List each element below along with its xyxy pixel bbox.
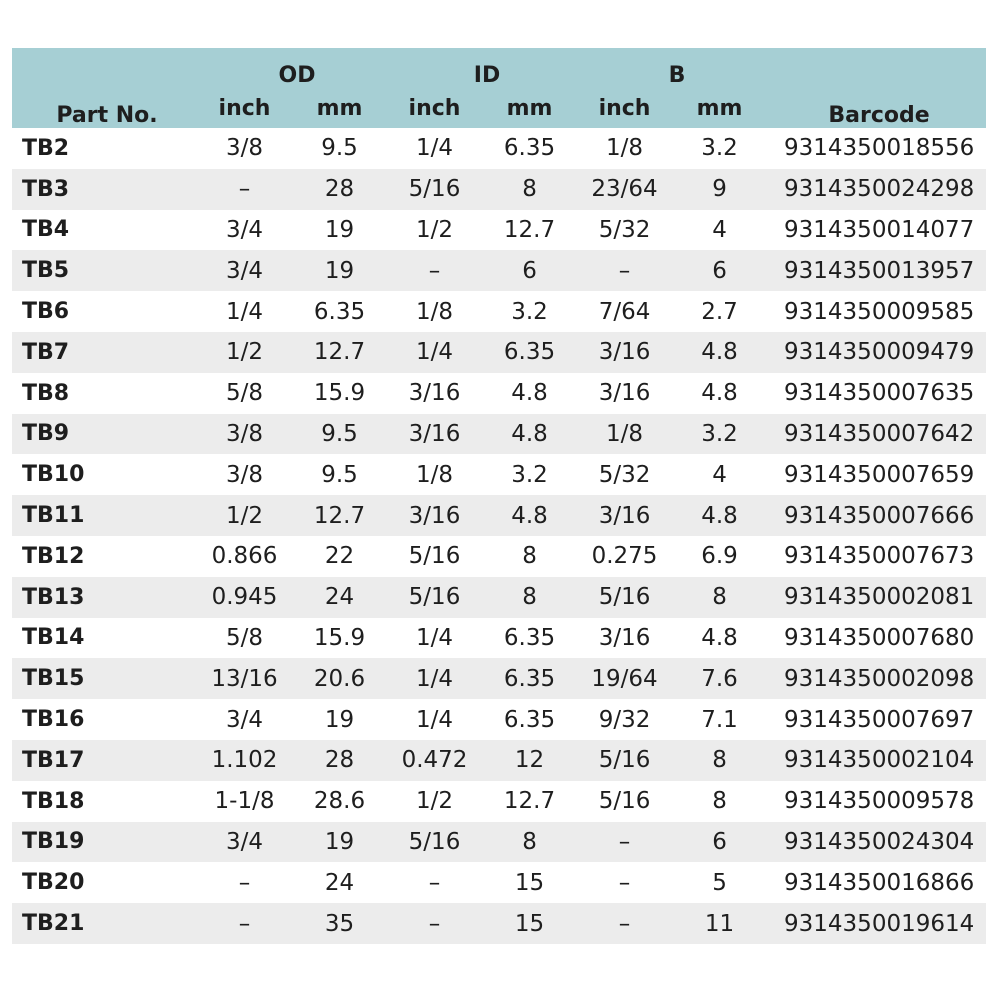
cell-od-mm: 9.5 [321,135,358,162]
table-row [12,291,986,332]
cell-id-mm: 4.8 [511,502,548,529]
cell-part-no: TB6 [22,299,70,325]
cell-id-mm: 8 [522,584,537,611]
table-row [12,903,986,944]
cell-id-mm: 6.35 [503,665,556,692]
cell-b-mm: 4.8 [701,624,738,651]
cell-b-inch: 1/8 [606,420,644,447]
cell-b-inch: 3/16 [598,624,651,651]
table-header [12,48,986,128]
cell-barcode: 9314350002081 [784,584,975,611]
cell-id-mm: 4.8 [511,380,548,407]
cell-od-mm: 28 [324,747,355,774]
cell-part-no: TB10 [22,462,85,488]
cell-od-inch: 3/4 [225,216,263,243]
cell-od-mm: 24 [324,869,355,896]
cell-od-mm: 6.35 [313,298,366,325]
table-row [12,577,986,618]
cell-part-no: TB4 [22,217,70,243]
cell-id-inch: 1/2 [415,788,453,815]
header-id-mm: mm [506,95,553,121]
cell-part-no: TB14 [22,625,85,651]
cell-b-mm: 5 [712,869,727,896]
cell-part-no: TB19 [22,829,85,855]
cell-b-mm: 4 [712,216,727,243]
cell-barcode: 9314350007635 [784,380,975,407]
cell-id-inch: 0.472 [401,747,468,774]
header-id-inch: inch [408,95,461,121]
cell-b-inch: – [618,869,631,896]
cell-id-mm: 8 [522,176,537,203]
cell-b-inch: – [618,910,631,937]
cell-id-mm: 3.2 [511,298,548,325]
cell-part-no: TB18 [22,788,85,814]
cell-od-mm: 19 [324,257,355,284]
cell-b-mm: 7.6 [701,665,738,692]
cell-barcode: 9314350009585 [784,298,975,325]
cell-b-inch: 19/64 [591,665,658,692]
cell-b-inch: 5/16 [598,584,651,611]
cell-part-no: TB17 [22,747,85,773]
table-row [12,169,986,210]
cell-id-mm: 6.35 [503,624,556,651]
cell-od-inch: 13/16 [211,665,278,692]
cell-od-inch: 5/8 [225,624,263,651]
cell-part-no: TB8 [22,380,70,406]
cell-b-mm: 3.2 [701,420,738,447]
table-row [12,699,986,740]
cell-od-inch: 1/2 [225,502,263,529]
table-row [12,373,986,414]
cell-b-inch: 3/16 [598,339,651,366]
cell-barcode: 9314350024304 [784,828,975,855]
table-row [12,128,986,169]
cell-b-mm: 6.9 [701,543,738,570]
cell-b-mm: 4.8 [701,339,738,366]
cell-id-inch: – [428,257,441,284]
cell-barcode: 9314350007697 [784,706,975,733]
cell-od-mm: 9.5 [321,420,358,447]
cell-id-inch: 1/4 [415,665,453,692]
table-row [12,822,986,863]
cell-od-mm: 24 [324,584,355,611]
cell-barcode: 9314350024298 [784,176,975,203]
table-row [12,495,986,536]
cell-id-inch: 5/16 [408,828,461,855]
table-row [12,414,986,455]
table-body [12,128,986,944]
cell-barcode: 9314350009479 [784,339,975,366]
cell-b-mm: 11 [704,910,735,937]
cell-od-inch: 3/8 [225,135,263,162]
table-row [12,250,986,291]
cell-barcode: 9314350014077 [784,216,975,243]
cell-b-mm: 4.8 [701,380,738,407]
cell-od-mm: 15.9 [313,624,366,651]
header-od: OD [278,63,316,88]
cell-barcode: 9314350002104 [784,747,975,774]
cell-barcode: 9314350007666 [784,502,975,529]
cell-b-mm: 4.8 [701,502,738,529]
cell-id-mm: 12.7 [503,216,556,243]
cell-barcode: 9314350019614 [784,910,975,937]
cell-id-inch: 5/16 [408,176,461,203]
cell-id-mm: 6.35 [503,339,556,366]
table-row [12,536,986,577]
cell-id-inch: 1/4 [415,624,453,651]
cell-od-inch: 3/4 [225,828,263,855]
cell-barcode: 9314350007659 [784,461,975,488]
cell-b-mm: 8 [712,747,727,774]
header-id: ID [473,63,501,88]
cell-od-mm: 35 [324,910,355,937]
cell-od-mm: 19 [324,828,355,855]
cell-id-mm: 12.7 [503,788,556,815]
cell-id-mm: 3.2 [511,461,548,488]
header-b: B [668,63,686,88]
header-barcode: Barcode [828,103,930,128]
cell-b-inch: – [618,828,631,855]
cell-b-mm: 7.1 [701,706,738,733]
header-part-no: Part No. [56,103,158,128]
cell-b-inch: 23/64 [591,176,658,203]
cell-id-inch: 3/16 [408,502,461,529]
cell-id-inch: 1/8 [415,298,453,325]
cell-id-inch: 1/4 [415,706,453,733]
cell-part-no: TB11 [22,503,85,529]
cell-id-mm: 15 [514,910,545,937]
cell-b-inch: 3/16 [598,380,651,407]
cell-od-inch: 3/4 [225,706,263,733]
cell-part-no: TB5 [22,258,70,284]
cell-od-mm: 28.6 [313,788,366,815]
table-row [12,740,986,781]
cell-id-inch: – [428,869,441,896]
cell-b-inch: 0.275 [591,543,658,570]
cell-id-inch: 5/16 [408,584,461,611]
cell-part-no: TB7 [22,339,70,365]
cell-barcode: 9314350009578 [784,788,975,815]
cell-id-inch: 3/16 [408,420,461,447]
table-row [12,618,986,659]
cell-barcode: 9314350013957 [784,257,975,284]
cell-od-inch: 5/8 [225,380,263,407]
cell-od-inch: – [238,910,251,937]
cell-b-inch: 9/32 [598,706,651,733]
cell-od-inch: 1.102 [211,747,278,774]
cell-barcode: 9314350002098 [784,665,975,692]
cell-b-inch: – [618,257,631,284]
cell-part-no: TB16 [22,707,85,733]
table-row [12,210,986,251]
cell-part-no: TB2 [22,135,70,161]
cell-b-inch: 3/16 [598,502,651,529]
table-row [12,454,986,495]
cell-id-mm: 8 [522,828,537,855]
cell-od-inch: 3/4 [225,257,263,284]
cell-id-mm: 12 [514,747,545,774]
cell-barcode: 9314350007642 [784,420,975,447]
table-row [12,332,986,373]
cell-part-no: TB20 [22,870,85,896]
cell-barcode: 9314350018556 [784,135,975,162]
cell-barcode: 9314350016866 [784,869,975,896]
table-row [12,658,986,699]
cell-od-mm: 9.5 [321,461,358,488]
cell-id-inch: – [428,910,441,937]
cell-b-inch: 1/8 [606,135,644,162]
cell-barcode: 9314350007680 [784,624,975,651]
cell-od-inch: 1/4 [225,298,263,325]
cell-id-mm: 4.8 [511,420,548,447]
cell-b-inch: 5/32 [598,216,651,243]
cell-b-mm: 9 [712,176,727,203]
cell-od-mm: 19 [324,706,355,733]
cell-id-inch: 5/16 [408,543,461,570]
cell-id-inch: 1/4 [415,339,453,366]
cell-id-mm: 6 [522,257,537,284]
cell-id-mm: 6.35 [503,706,556,733]
header-b-inch: inch [598,95,651,121]
header-b-mm: mm [696,95,743,121]
cell-part-no: TB13 [22,584,85,610]
cell-b-inch: 7/64 [598,298,651,325]
cell-od-mm: 15.9 [313,380,366,407]
cell-part-no: TB21 [22,911,85,937]
table-row [12,781,986,822]
cell-id-mm: 8 [522,543,537,570]
cell-od-mm: 19 [324,216,355,243]
cell-id-mm: 6.35 [503,135,556,162]
cell-id-inch: 1/8 [415,461,453,488]
cell-b-mm: 8 [712,788,727,815]
cell-od-inch: 3/8 [225,420,263,447]
cell-b-mm: 8 [712,584,727,611]
cell-od-mm: 22 [324,543,355,570]
cell-b-inch: 5/16 [598,788,651,815]
cell-part-no: TB12 [22,543,85,569]
cell-part-no: TB3 [22,176,70,202]
cell-od-inch: 1/2 [225,339,263,366]
cell-od-inch: 3/8 [225,461,263,488]
cell-od-inch: 0.866 [211,543,278,570]
cell-b-inch: 5/16 [598,747,651,774]
cell-od-inch: 0.945 [211,584,278,611]
cell-id-inch: 3/16 [408,380,461,407]
header-od-mm: mm [316,95,363,121]
cell-id-inch: 1/4 [415,135,453,162]
cell-od-mm: 12.7 [313,502,366,529]
cell-b-mm: 4 [712,461,727,488]
cell-od-mm: 28 [324,176,355,203]
cell-od-inch: 1-1/8 [214,788,275,815]
cell-b-mm: 2.7 [701,298,738,325]
cell-b-inch: 5/32 [598,461,651,488]
parts-table [12,48,986,944]
cell-od-mm: 12.7 [313,339,366,366]
cell-id-inch: 1/2 [415,216,453,243]
cell-barcode: 9314350007673 [784,543,975,570]
cell-b-mm: 3.2 [701,135,738,162]
cell-part-no: TB15 [22,666,85,692]
table-row [12,862,986,903]
cell-od-inch: – [238,869,251,896]
cell-od-mm: 20.6 [313,665,366,692]
cell-id-mm: 15 [514,869,545,896]
cell-od-inch: – [238,176,251,203]
cell-b-mm: 6 [712,828,727,855]
cell-part-no: TB9 [22,421,70,447]
header-od-inch: inch [218,95,271,121]
cell-b-mm: 6 [712,257,727,284]
